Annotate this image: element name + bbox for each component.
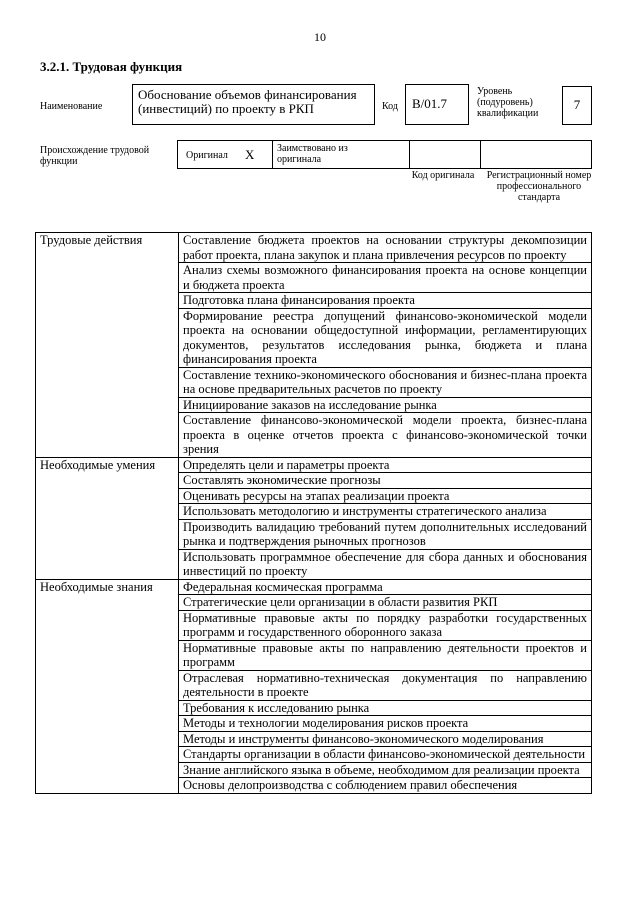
function-name: Обоснование объемов финансирования (инвестиций) по проекту в РКП bbox=[138, 87, 357, 116]
level-label: Уровень (подуровень) квалификации bbox=[477, 86, 539, 119]
item-cell: Стратегические цели организации в области развития РКП bbox=[179, 595, 592, 611]
divider bbox=[409, 141, 410, 168]
item-cell: Составлять экономические прогнозы bbox=[179, 473, 592, 489]
item-cell: Методы и технологии моделирования рисков проекта bbox=[179, 716, 592, 732]
origin-label: Происхождение трудовой функции bbox=[40, 145, 150, 167]
item-cell: Использовать программное обеспечение для сбора данных и обоснования инвестиций по проекту bbox=[179, 549, 592, 579]
item-cell: Подготовка плана финансирования проекта bbox=[179, 293, 592, 309]
code-original-caption: Код оригинала bbox=[411, 170, 475, 181]
item-cell: Оценивать ресурсы на этапах реализации проекта bbox=[179, 488, 592, 504]
code-label: Код bbox=[382, 101, 398, 112]
item-cell: Знание английского языка в объеме, необходимом для реализации проекта bbox=[179, 762, 592, 778]
level-value: 7 bbox=[573, 97, 581, 112]
function-details-table bbox=[35, 232, 592, 794]
category-cell: Необходимые знания bbox=[36, 579, 179, 793]
code-box bbox=[405, 84, 469, 125]
item-cell: Стандарты организации в области финансово-экономической деятельности bbox=[179, 747, 592, 763]
category-cell: Трудовые действия bbox=[36, 233, 179, 458]
item-cell: Производить валидацию требований путем дополнительных исследований рынка и подтверждения рыночных прогнозов bbox=[179, 519, 592, 549]
page-number: 10 bbox=[314, 30, 326, 44]
item-cell: Формирование реестра допущений финансово-экономической модели проекта на основании общедоступной информации, регламентирующих документов, результатов исследования рынка, бюджета и плана финансирования проекта bbox=[179, 308, 592, 367]
item-cell: Анализ схемы возможного финансирования проекта на основе концепции и бюджета проекта bbox=[179, 263, 592, 293]
divider bbox=[480, 141, 481, 168]
item-cell: Инициирование заказов на исследование рынка bbox=[179, 397, 592, 413]
name-label: Наименование bbox=[40, 101, 103, 112]
item-cell: Отраслевая нормативно-техническая документация по направлению деятельности в проекте bbox=[179, 670, 592, 700]
item-cell: Основы делопроизводства с соблюдением правил обеспечения bbox=[179, 778, 592, 794]
item-cell: Составление технико-экономического обоснования и бизнес-плана проекта на основе предварительных расчетов по проекту bbox=[179, 367, 592, 397]
table-row bbox=[36, 579, 592, 595]
function-name-box bbox=[132, 84, 375, 125]
divider bbox=[272, 141, 273, 168]
origin-box bbox=[177, 140, 592, 169]
item-cell: Федеральная космическая программа bbox=[179, 579, 592, 595]
original-mark: X bbox=[245, 147, 255, 162]
item-cell: Использовать методологию и инструменты стратегического анализа bbox=[179, 504, 592, 520]
item-cell: Составление финансово-экономической модели проекта, бизнес-плана проекта в оценке отчетов проекта с финансово-экономической точки зрения bbox=[179, 413, 592, 458]
original-label: Оригинал bbox=[186, 150, 228, 161]
code-value: B/01.7 bbox=[412, 96, 448, 111]
table-row bbox=[36, 457, 592, 473]
item-cell: Требования к исследованию рынка bbox=[179, 700, 592, 716]
registration-caption: Регистрационный номер профессионального стандарта bbox=[486, 170, 592, 203]
section-title: 3.2.1. Трудовая функция bbox=[40, 59, 183, 74]
item-cell: Нормативные правовые акты по направлению деятельности проектов и программ bbox=[179, 640, 592, 670]
item-cell: Методы и инструменты финансово-экономического моделирования bbox=[179, 731, 592, 747]
category-cell: Необходимые умения bbox=[36, 457, 179, 579]
table-row bbox=[36, 233, 592, 263]
level-box bbox=[562, 86, 592, 125]
item-cell: Составление бюджета проектов на основании структуры декомпозиции работ проекта, плана закупок и плана привлечения ресурсов по проекту bbox=[179, 233, 592, 263]
item-cell: Определять цели и параметры проекта bbox=[179, 457, 592, 473]
item-cell: Нормативные правовые акты по порядку разработки государственных программ и государственного оборонного заказа bbox=[179, 610, 592, 640]
borrowed-label: Заимствовано из оригинала bbox=[277, 143, 348, 165]
